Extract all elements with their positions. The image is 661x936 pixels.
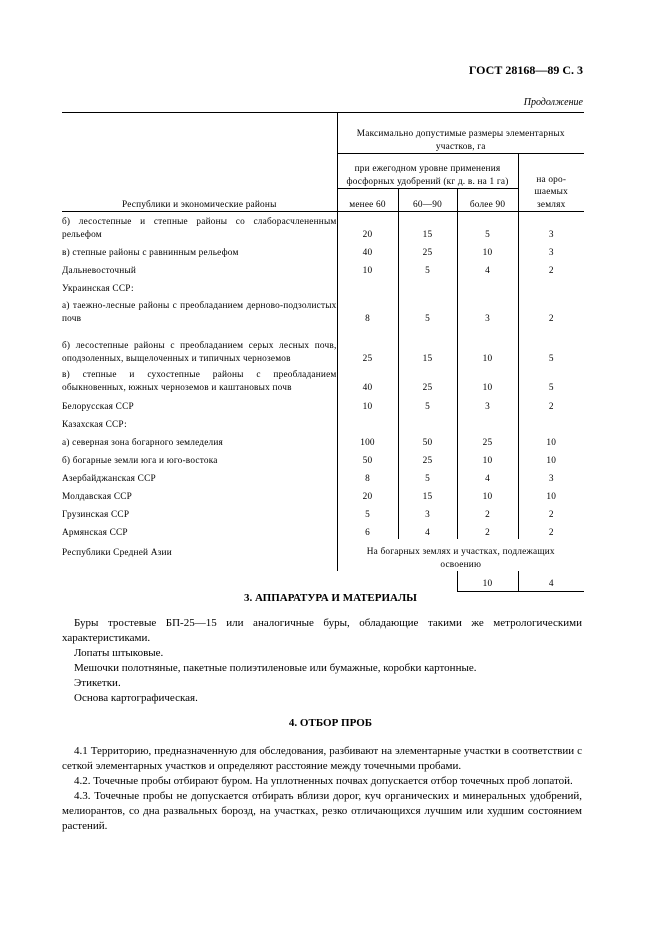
limits-table <box>62 112 584 592</box>
cell: 50 <box>337 449 398 467</box>
row-label: в) степные и сухостепные районы с преобладанием обыкновенных, южных черноземов и каштановых почв <box>62 370 337 393</box>
cell: 15 <box>398 212 457 242</box>
cell <box>518 277 584 295</box>
cell <box>398 413 457 431</box>
cell: 5 <box>457 212 518 242</box>
row-label: Армянская ССР <box>62 527 128 538</box>
table-row <box>62 241 584 259</box>
cell: 15 <box>398 325 457 365</box>
cell: 2 <box>518 295 584 325</box>
cell: 4 <box>457 259 518 277</box>
paragraph: Этикетки. <box>74 677 121 689</box>
cell: 3 <box>518 212 584 242</box>
sub-col-1: 60—90 <box>398 189 457 212</box>
cell: 25 <box>337 325 398 365</box>
paragraph: Буры тростевые БП-25—15 или аналогичные буры, обладающие такими же метрологическими характеристиками. <box>62 617 582 644</box>
cell: 3 <box>518 467 584 485</box>
sub-col-2: более 90 <box>457 189 518 212</box>
cell: 10 <box>457 485 518 503</box>
col-header-annual: при ежегодном уровне применения фосфорных удобрений (кг д. в. на 1 га) <box>337 154 518 189</box>
cell: 4 <box>457 467 518 485</box>
cell: 2 <box>518 503 584 521</box>
cell: 2 <box>457 521 518 539</box>
cell: 25 <box>398 449 457 467</box>
cell: 40 <box>337 365 398 394</box>
paragraph: Мешочки полотняные, пакетные полиэтиленовые или бумажные, коробки картонные. <box>74 662 477 674</box>
continuation-label: Продолжение <box>523 97 583 108</box>
cell: 5 <box>398 295 457 325</box>
row-label: б) лесостепные и степные районы со слаборасчлененным рельефом <box>62 217 337 240</box>
row-label: Дальневосточный <box>62 265 137 276</box>
cell: 25 <box>398 365 457 394</box>
page-header: ГОСТ 28168—89 С. 3 <box>468 63 583 77</box>
cell: 3 <box>518 241 584 259</box>
table-row <box>62 571 584 591</box>
cell: 5 <box>518 365 584 394</box>
cell: 8 <box>337 295 398 325</box>
row-label: Азербайджанская ССР <box>62 473 156 484</box>
cell: 40 <box>337 241 398 259</box>
table-row <box>62 413 584 431</box>
section-4-title: 4. ОТБОР ПРОБ <box>288 717 373 729</box>
paragraph: 4.2. Точечные пробы отбирают буром. На уплотненных почвах допускается отбор точечных проб лопатой. <box>74 775 573 787</box>
cell: 25 <box>457 431 518 449</box>
cell <box>518 413 584 431</box>
paragraph: Лопаты штыковые. <box>74 647 164 659</box>
cell <box>457 413 518 431</box>
cell: 25 <box>398 241 457 259</box>
cell: 8 <box>337 467 398 485</box>
cell: 20 <box>337 212 398 242</box>
section-3-body <box>62 616 582 706</box>
table-row <box>62 212 584 242</box>
cell: 3 <box>457 295 518 325</box>
cell: 10 <box>518 431 584 449</box>
cell: 10 <box>337 394 398 413</box>
cell: 10 <box>457 241 518 259</box>
table-row <box>62 503 584 521</box>
cell: 2 <box>518 521 584 539</box>
paragraph: Основа картографическая. <box>74 692 198 704</box>
cell: 4 <box>518 571 584 591</box>
row-label: Республики Средней Азии <box>62 548 172 558</box>
table-row <box>62 295 584 325</box>
cell: 4 <box>398 521 457 539</box>
cell: 2 <box>457 503 518 521</box>
cell: 5 <box>398 394 457 413</box>
cell: 10 <box>337 259 398 277</box>
cell: 100 <box>337 431 398 449</box>
cell: 3 <box>457 394 518 413</box>
cell: 5 <box>398 467 457 485</box>
cell: 6 <box>337 521 398 539</box>
table-row <box>62 467 584 485</box>
col-header-irrigated: на оро-шаемых землях <box>518 154 584 212</box>
cell <box>457 277 518 295</box>
col-header-max: Максимально допустимые размеры элементарных участков, га <box>337 113 584 154</box>
row-label: Грузинская ССР <box>62 509 130 520</box>
cell: 2 <box>518 259 584 277</box>
cell: 5 <box>337 503 398 521</box>
row-label: а) северная зона богарного земледелия <box>62 437 224 448</box>
row-label: Белорусская ССР <box>62 401 134 412</box>
cell: 10 <box>518 449 584 467</box>
section-3-title: 3. АППАРАТУРА И МАТЕРИАЛЫ <box>244 592 417 604</box>
table-row <box>62 259 584 277</box>
row-label: б) лесостепные районы с преобладанием серых лесных почв, оподзоленных, выщелоченных и типичных черноземов <box>62 341 337 364</box>
cell <box>337 413 398 431</box>
table-row <box>62 521 584 539</box>
cell <box>337 277 398 295</box>
cell: 3 <box>398 503 457 521</box>
row-label: а) таежно-лесные районы с преобладанием дерново-подзолистых почв <box>62 301 337 324</box>
cell: 10 <box>457 449 518 467</box>
table-row <box>62 365 584 394</box>
row-label: Молдавская ССР <box>62 491 132 502</box>
central-asia-note: На богарных землях и участках, подлежащих освоению <box>337 539 584 571</box>
cell: 10 <box>457 571 518 591</box>
paragraph: 4.1 Территорию, предназначенную для обследования, разбивают на элементарные участки в соответствии с сеткой элементарных участков и определяют расстояние между точечными пробами. <box>62 745 582 772</box>
cell: 2 <box>518 394 584 413</box>
section-4-body <box>62 744 582 834</box>
table-row <box>62 325 584 365</box>
cell <box>398 277 457 295</box>
cell: 10 <box>518 485 584 503</box>
col-header-region: Республики и экономические районы <box>121 199 277 210</box>
cell: 20 <box>337 485 398 503</box>
row-label: Украинская ССР: <box>62 283 134 294</box>
cell: 10 <box>457 365 518 394</box>
table-row <box>62 539 584 571</box>
cell: 50 <box>398 431 457 449</box>
table-row <box>62 449 584 467</box>
table-row <box>62 485 584 503</box>
cell: 5 <box>398 259 457 277</box>
cell: 10 <box>457 325 518 365</box>
row-label: Казахская ССР: <box>62 419 127 430</box>
sub-col-0: менее 60 <box>337 189 398 212</box>
table-row <box>62 431 584 449</box>
paragraph: 4.3. Точечные пробы не допускается отбирать вблизи дорог, куч органических и минеральных удобрений, мелиорантов, со дна развальных борозд, на участках, резко отличающихся лучшим или худшим состоянием растений. <box>62 790 582 832</box>
cell: 15 <box>398 485 457 503</box>
row-label: в) степные районы с равнинным рельефом <box>62 247 239 258</box>
table-row <box>62 394 584 413</box>
cell: 5 <box>518 325 584 365</box>
row-label: б) богарные земли юга и юго-востока <box>62 455 218 466</box>
table-row <box>62 277 584 295</box>
